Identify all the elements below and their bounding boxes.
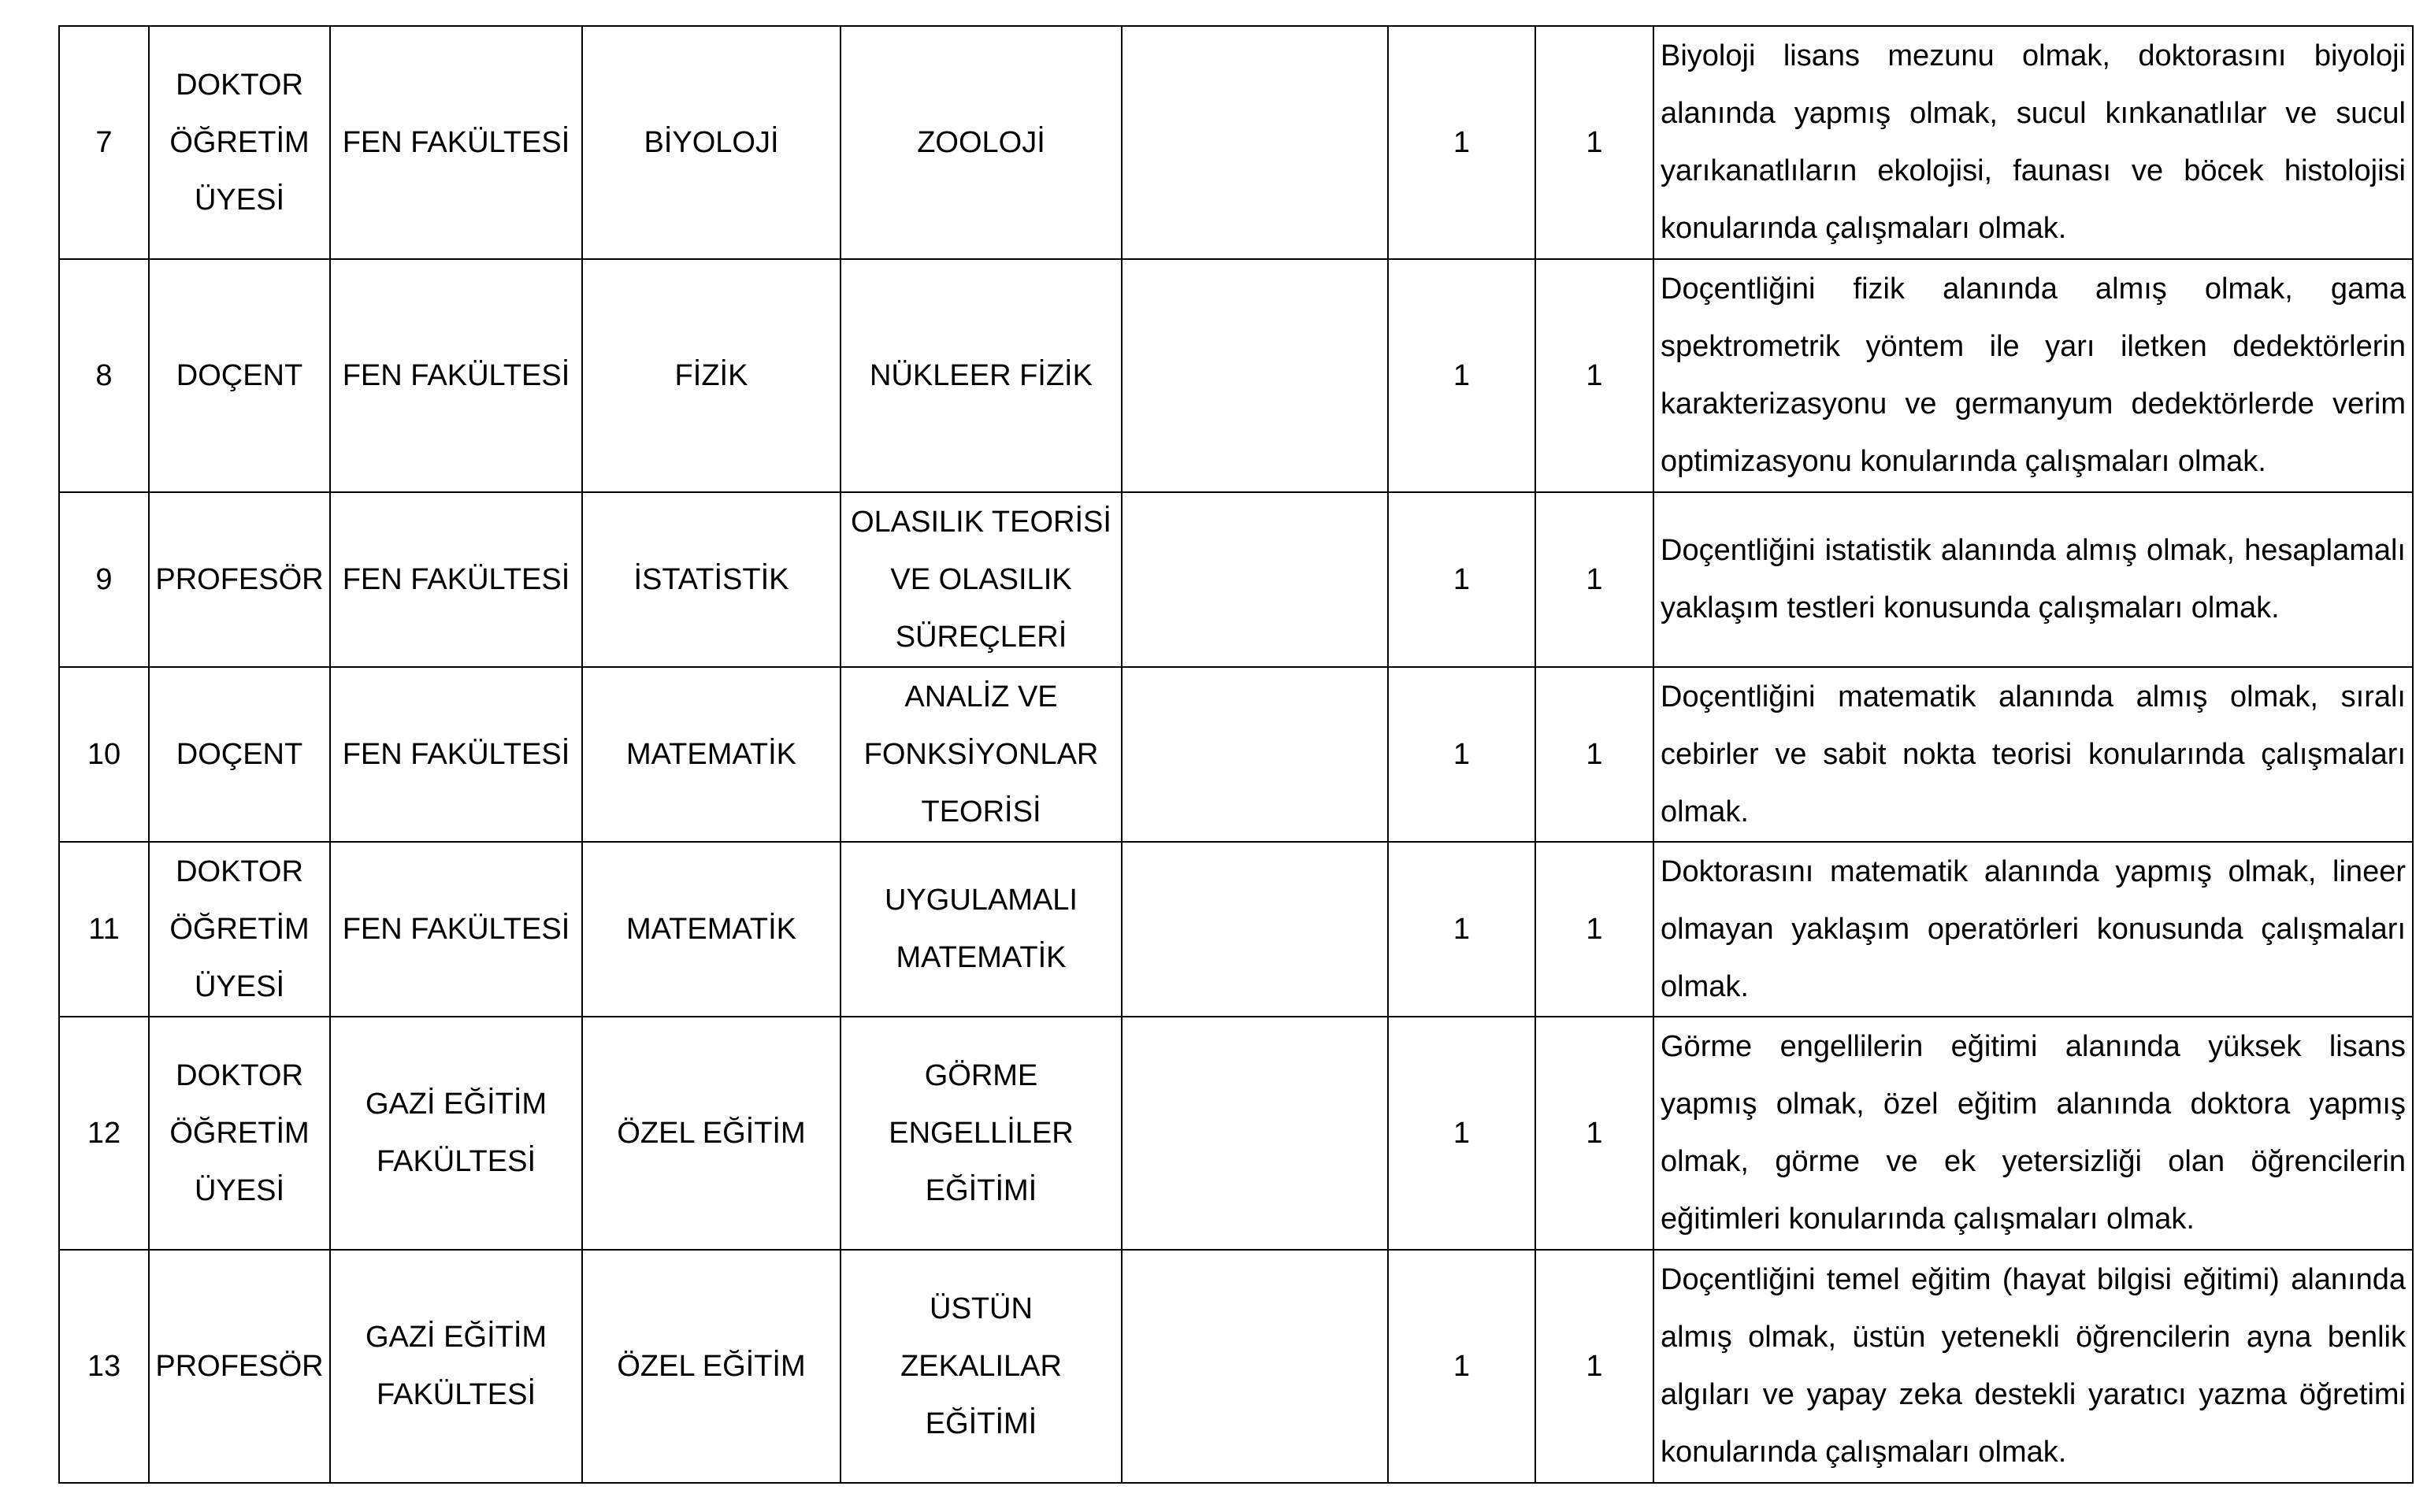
- table-row: [59, 1017, 2413, 1250]
- department-name: FİZİK: [582, 259, 841, 492]
- row-number: 10: [59, 667, 149, 842]
- table-row: [59, 842, 2413, 1017]
- requirement-text: Doçentliğini istatistik alanında almış olmak, hesaplamalı yaklaşım testleri konusunda çalışmaları olmak.: [1653, 492, 2413, 667]
- row-number: 11: [59, 842, 149, 1017]
- department-name: MATEMATİK: [582, 842, 841, 1017]
- academic-title: PROFESÖR: [149, 1250, 330, 1483]
- position-count: 1: [1388, 259, 1535, 492]
- positions-table: [58, 25, 2414, 1484]
- empty-cell: [1122, 842, 1388, 1017]
- empty-cell: [1122, 492, 1388, 667]
- position-count: 1: [1388, 492, 1535, 667]
- academic-title: DOKTOR ÖĞRETİM ÜYESİ: [149, 1017, 330, 1250]
- row-number: 9: [59, 492, 149, 667]
- position-count: 1: [1388, 1017, 1535, 1250]
- field-name: ZOOLOJİ: [841, 26, 1122, 259]
- faculty-name: FEN FAKÜLTESİ: [330, 492, 582, 667]
- empty-cell: [1122, 259, 1388, 492]
- position-count-2: 1: [1535, 842, 1653, 1017]
- table-row: [59, 259, 2413, 492]
- field-name: ÜSTÜN ZEKALILAR EĞİTİMİ: [841, 1250, 1122, 1483]
- row-number: 13: [59, 1250, 149, 1483]
- row-number: 7: [59, 26, 149, 259]
- table-row: [59, 26, 2413, 259]
- faculty-name: FEN FAKÜLTESİ: [330, 842, 582, 1017]
- field-name: ANALİZ VE FONKSİYONLAR TEORİSİ: [841, 667, 1122, 842]
- row-number: 8: [59, 259, 149, 492]
- table-row: [59, 667, 2413, 842]
- empty-cell: [1122, 667, 1388, 842]
- requirement-text: Biyoloji lisans mezunu olmak, doktorasını biyoloji alanında yapmış olmak, sucul kınkanatlılar ve sucul yarıkanatlıların ekolojisi, faunası ve böcek histolojisi konularında çalışmaları olmak.: [1653, 26, 2413, 259]
- requirement-text: Görme engellilerin eğitimi alanında yüksek lisans yapmış olmak, özel eğitim alanında doktora yapmış olmak, görme ve ek yetersizliği olan öğrencilerin eğitimleri konularında çalışmaları olmak.: [1653, 1017, 2413, 1250]
- position-count-2: 1: [1535, 1017, 1653, 1250]
- faculty-name: FEN FAKÜLTESİ: [330, 667, 582, 842]
- table-row: [59, 492, 2413, 667]
- position-count: 1: [1388, 26, 1535, 259]
- position-count-2: 1: [1535, 667, 1653, 842]
- faculty-name: FEN FAKÜLTESİ: [330, 26, 582, 259]
- position-count: 1: [1388, 1250, 1535, 1483]
- faculty-name: FEN FAKÜLTESİ: [330, 259, 582, 492]
- requirement-text: Doçentliğini temel eğitim (hayat bilgisi eğitimi) alanında almış olmak, üstün yetenekli öğrencilerin ayna benlik algıları ve yapay zeka destekli yaratıcı yazma öğretimi konularında çalışmaları olmak.: [1653, 1250, 2413, 1483]
- field-name: OLASILIK TEORİSİ VE OLASILIK SÜREÇLERİ: [841, 492, 1122, 667]
- academic-title: DOKTOR ÖĞRETİM ÜYESİ: [149, 842, 330, 1017]
- row-number: 12: [59, 1017, 149, 1250]
- empty-cell: [1122, 1250, 1388, 1483]
- requirement-text: Doçentliğini matematik alanında almış olmak, sıralı cebirler ve sabit nokta teorisi konularında çalışmaları olmak.: [1653, 667, 2413, 842]
- department-name: ÖZEL EĞİTİM: [582, 1017, 841, 1250]
- faculty-name: GAZİ EĞİTİM FAKÜLTESİ: [330, 1250, 582, 1483]
- empty-cell: [1122, 26, 1388, 259]
- faculty-name: GAZİ EĞİTİM FAKÜLTESİ: [330, 1017, 582, 1250]
- department-name: MATEMATİK: [582, 667, 841, 842]
- position-count: 1: [1388, 667, 1535, 842]
- requirement-text: Doçentliğini fizik alanında almış olmak, gama spektrometrik yöntem ile yarı iletken dedektörlerin karakterizasyonu ve germanyum dedektörlerde verim optimizasyonu konularında çalışmaları olmak.: [1653, 259, 2413, 492]
- position-count-2: 1: [1535, 26, 1653, 259]
- requirement-text: Doktorasını matematik alanında yapmış olmak, lineer olmayan yaklaşım operatörleri konusunda çalışmaları olmak.: [1653, 842, 2413, 1017]
- position-count: 1: [1388, 842, 1535, 1017]
- position-count-2: 1: [1535, 492, 1653, 667]
- position-count-2: 1: [1535, 1250, 1653, 1483]
- field-name: GÖRME ENGELLİLER EĞİTİMİ: [841, 1017, 1122, 1250]
- field-name: NÜKLEER FİZİK: [841, 259, 1122, 492]
- empty-cell: [1122, 1017, 1388, 1250]
- position-count-2: 1: [1535, 259, 1653, 492]
- academic-title: PROFESÖR: [149, 492, 330, 667]
- table-row: [59, 1250, 2413, 1483]
- academic-title: DOÇENT: [149, 259, 330, 492]
- field-name: UYGULAMALI MATEMATİK: [841, 842, 1122, 1017]
- department-name: ÖZEL EĞİTİM: [582, 1250, 841, 1483]
- department-name: İSTATİSTİK: [582, 492, 841, 667]
- academic-title: DOKTOR ÖĞRETİM ÜYESİ: [149, 26, 330, 259]
- department-name: BİYOLOJİ: [582, 26, 841, 259]
- academic-title: DOÇENT: [149, 667, 330, 842]
